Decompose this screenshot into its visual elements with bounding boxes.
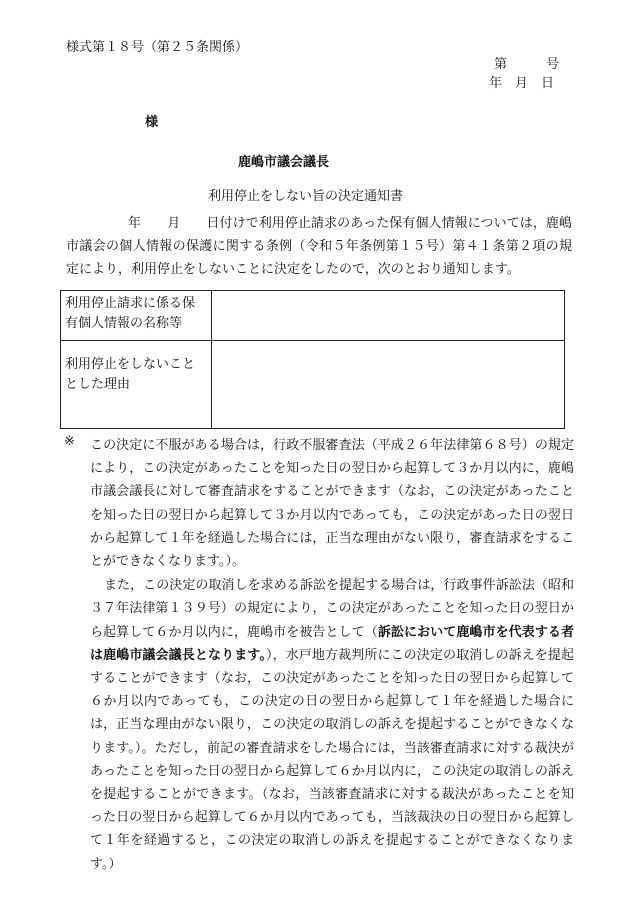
document-title: 利用停止をしない旨の決定通知書	[208, 189, 404, 204]
row-value-personal-info	[212, 291, 565, 341]
lawsuit-text-b: ），水戸地方裁判所にこの決定の取消しの訴えを提起することができます（なお，この決定があったことを知った日の翌日から起算して６か月以内であっても，この決定の日の翌日から起算して１年を経過した場合には，正当な理由がない限り，この決定の取消しの訴えを提起することができなくなります。）。ただし，前記の審査請求をした場合には，当該審査請求に対する裁決があったことを知った日の翌日から起算して６か月以内に，この決定の取消しの訴えを提起することができます。（なお，当該審査請求に対する裁決があったことを知った日の翌日から起算して６か月以内であっても，当該裁決の日の翌日から起算して１年を経過すると，この決定の取消しの訴えを提起することができなくなります。）	[90, 647, 574, 872]
table-row	[61, 291, 565, 341]
note-paragraph-appeal: この決定に不服がある場合は，行政不服審査法（平成２６年法律第６８号）の規定により，この決定があったことを知った日の翌日から起算して３か月以内に，鹿嶋市議会議長に対して審査請求をすることができます（なお，この決定があったことを知った日の翌日から起算して３か月以内であっても，この決定があった日の翌日から起算して１年を経過した場合には，正当な理由がない限り，審査請求をすることができなくなります。）。	[90, 438, 574, 570]
lawsuit-text-a: また，この決定の取消しを求める訴訟を提起する場合は，行政事件訴訟法（昭和３７年法律第１３９号）の規定により，この決定があったことを知った日の翌日から起算して６か月以内に，鹿嶋市を被告として（	[90, 578, 574, 640]
document-date: 年 月 日	[489, 76, 555, 91]
form-number: 様式第１８号（第２５条関係）	[66, 40, 249, 55]
info-table	[60, 290, 565, 429]
note-mark: ※	[64, 434, 75, 449]
row-label-reason: 利用停止をしないこととした理由	[61, 341, 212, 429]
table-row	[61, 341, 565, 429]
row-value-reason	[212, 341, 565, 429]
notes-section	[64, 434, 574, 876]
lawsuit-text-bold: 訴訟において鹿嶋市を代表する者は鹿嶋市議会議長となります。	[90, 624, 574, 663]
addressee: 様	[145, 115, 159, 130]
intro-paragraph: 年 月 日付けで利用停止請求のあった保有個人情報については，鹿嶋市議会の個人情報の保護に関する条例（令和５年条例第１５号）第４１条第２項の規定により，利用停止をしないことに決定をしたので，次のとおり通知します。	[66, 216, 572, 277]
row-label-personal-info: 利用停止請求に係る保有個人情報の名称等	[61, 291, 212, 341]
note-paragraph-lawsuit	[90, 574, 574, 876]
document-number: 第 号	[494, 57, 560, 72]
sender: 鹿嶋市議会議長	[238, 155, 330, 170]
